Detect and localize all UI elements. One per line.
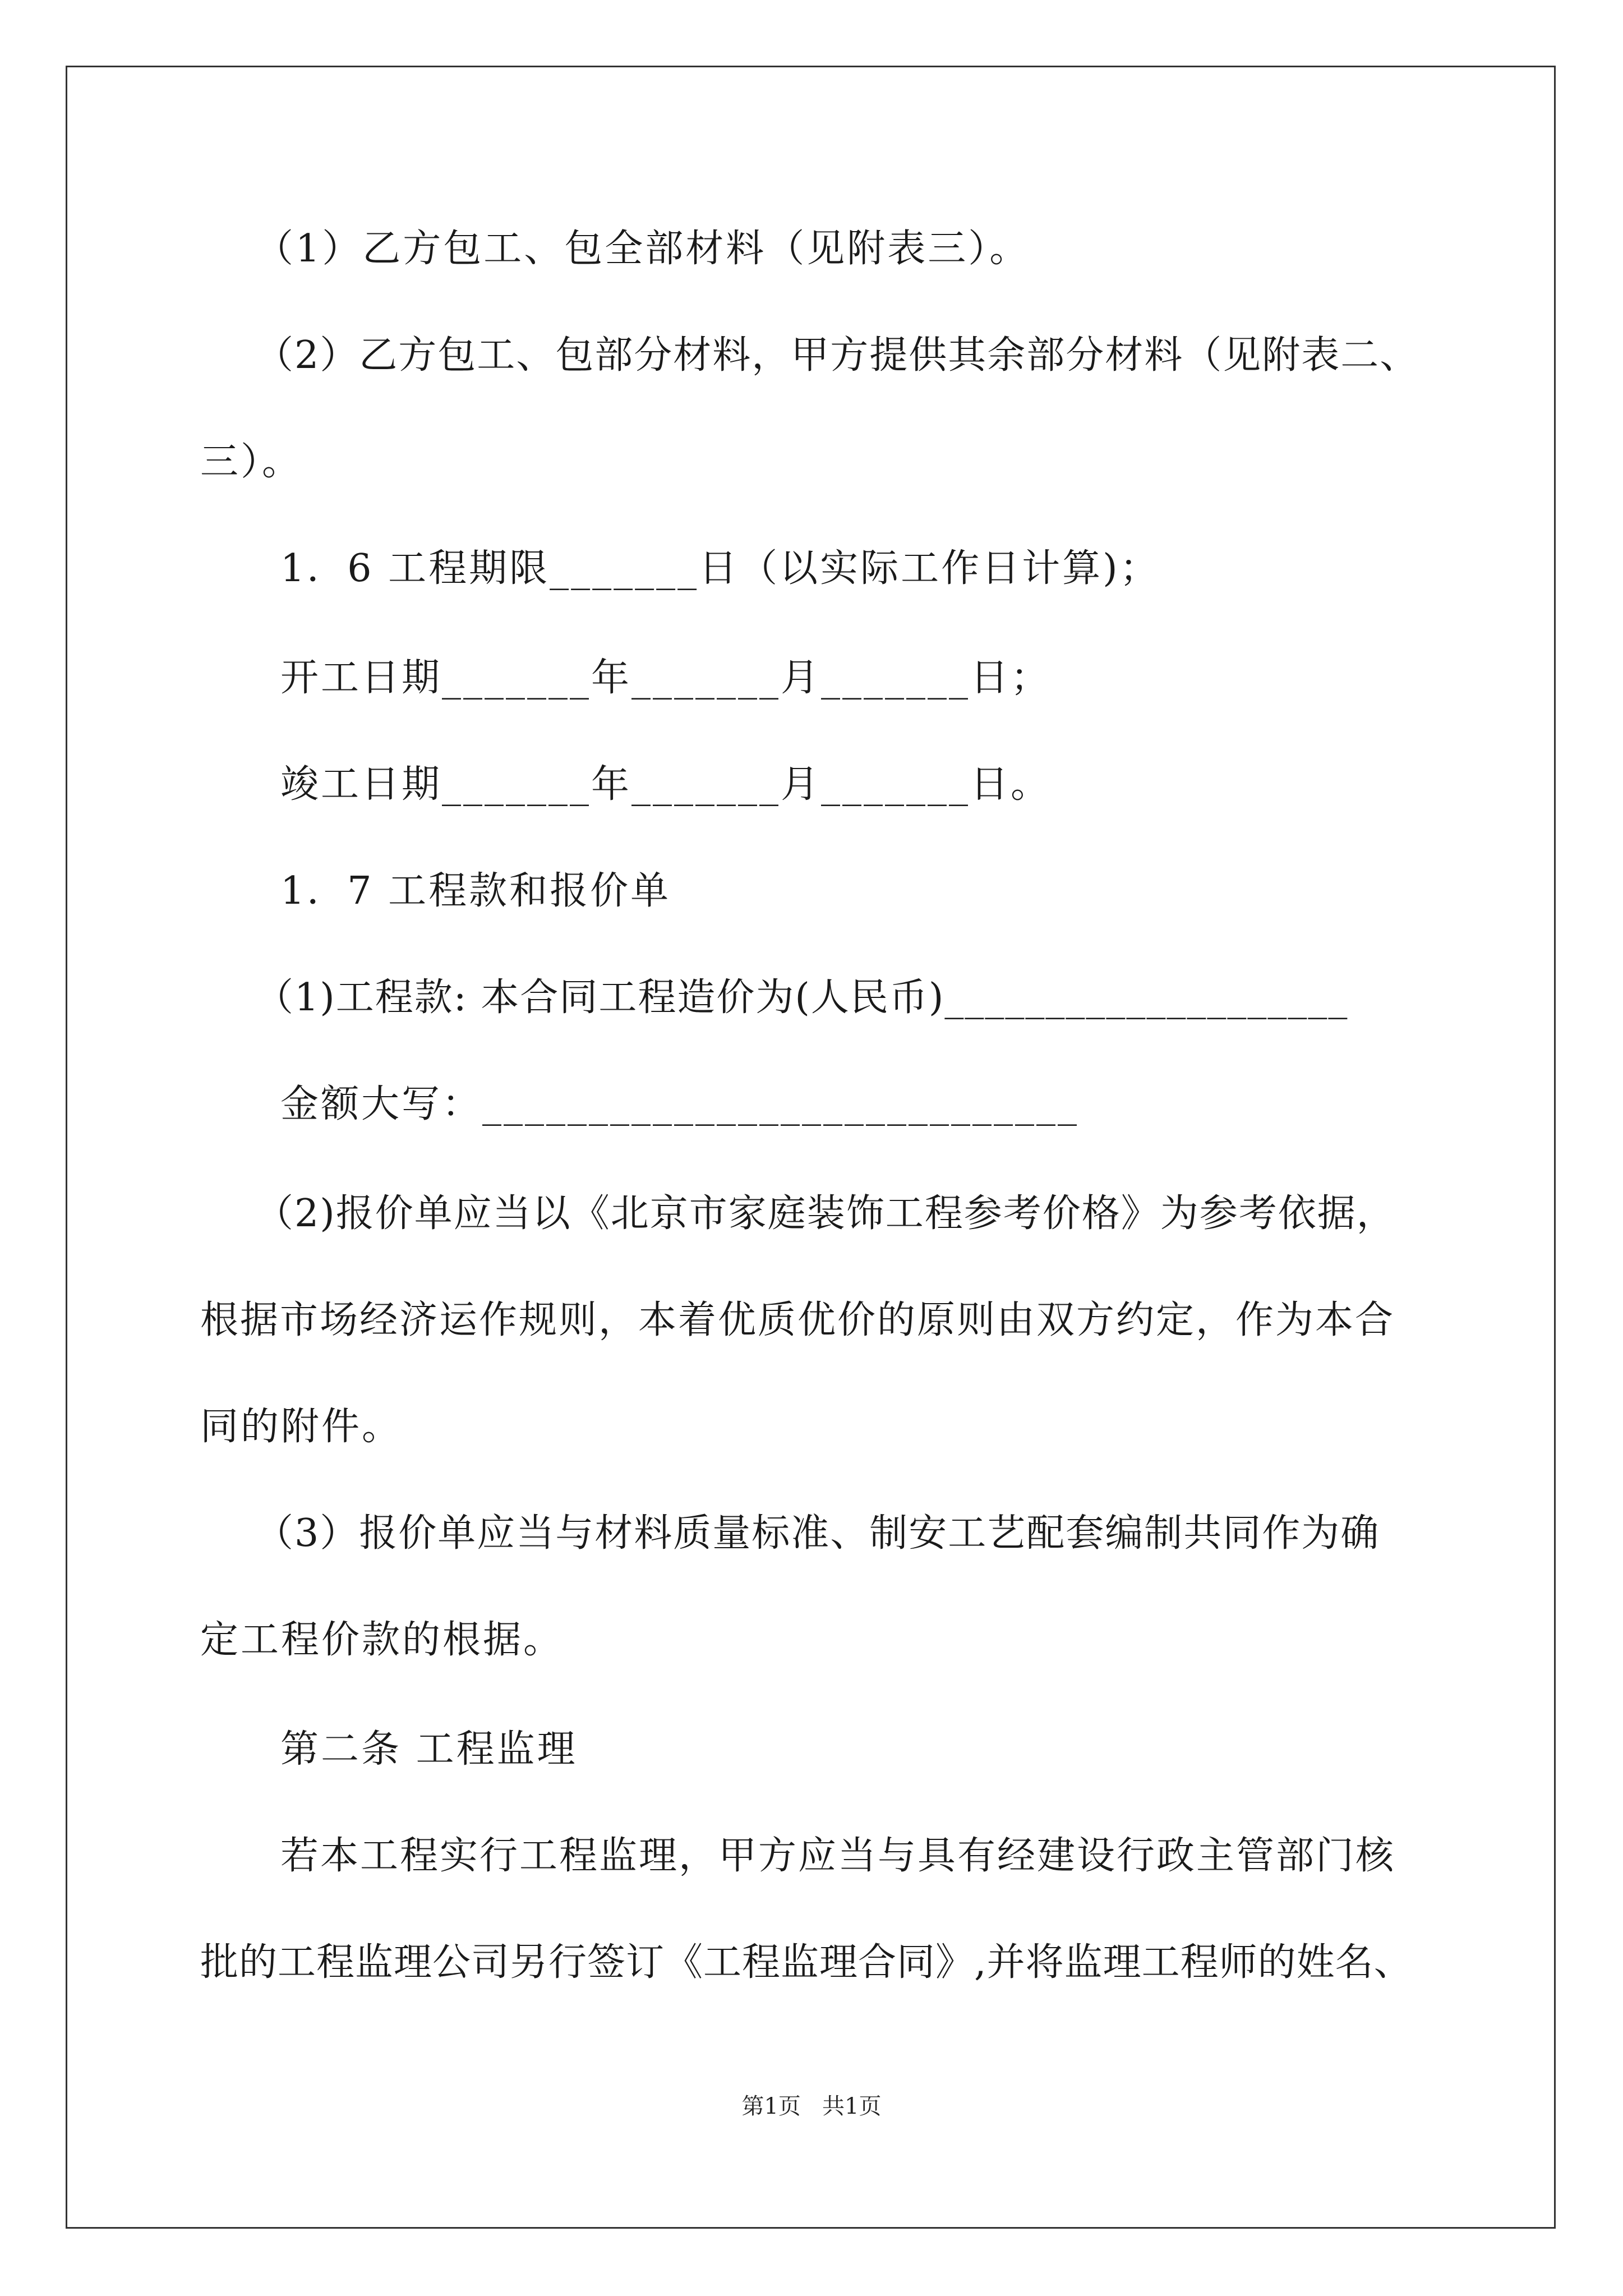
- page-border: [66, 66, 1556, 2229]
- paragraph-line-13: （3）报价单应当与材料质量标准、制安工艺配套编制共同作为确: [255, 1511, 1380, 1556]
- paragraph-line-12: 同的附件。: [200, 1405, 403, 1449]
- paragraph-line-5: 开工日期_______年_______月_______日；: [280, 656, 1052, 700]
- paragraph-line-2: （2）乙方包工、包部分材料，甲方提供其余部分材料（见附表二、: [255, 333, 1419, 378]
- paragraph-line-3: 三）。: [200, 440, 303, 484]
- paragraph-line-6: 竣工日期_______年_______月_______日。: [280, 762, 1052, 807]
- paragraph-line-17: 批的工程监理公司另行签订《工程监理合同》,并将监理工程师的姓名、: [200, 1940, 1413, 1985]
- paragraph-line-11: 根据市场经济运作规则，本着优质优价的原则由双方约定，作为本合: [200, 1298, 1395, 1342]
- paragraph-line-14: 定工程价款的根据。: [200, 1618, 564, 1662]
- paragraph-line-9: 金额大写：____________________________: [280, 1082, 1080, 1126]
- paragraph-line-1: （1）乙方包工、包全部材料（见附表三）。: [255, 227, 1030, 271]
- page-number-footer: 第1页 共1页: [741, 2093, 882, 2119]
- section-heading-1-7: 1．7 工程款和报价单: [280, 869, 671, 913]
- section-heading-article-2: 第二条 工程监理: [280, 1727, 578, 1772]
- paragraph-line-16: 若本工程实行工程监理，甲方应当与具有经建设行政主管部门核: [280, 1834, 1396, 1878]
- paragraph-line-10: （2)报价单应当以《北京市家庭装饰工程参考价格》为参考依据，: [255, 1191, 1396, 1236]
- paragraph-line-8: （1)工程款: 本合同工程造价为(人民币)____________________: [255, 976, 1349, 1020]
- paragraph-line-4: 1．6 工程期限_______日（以实际工作日计算)；: [280, 546, 1160, 591]
